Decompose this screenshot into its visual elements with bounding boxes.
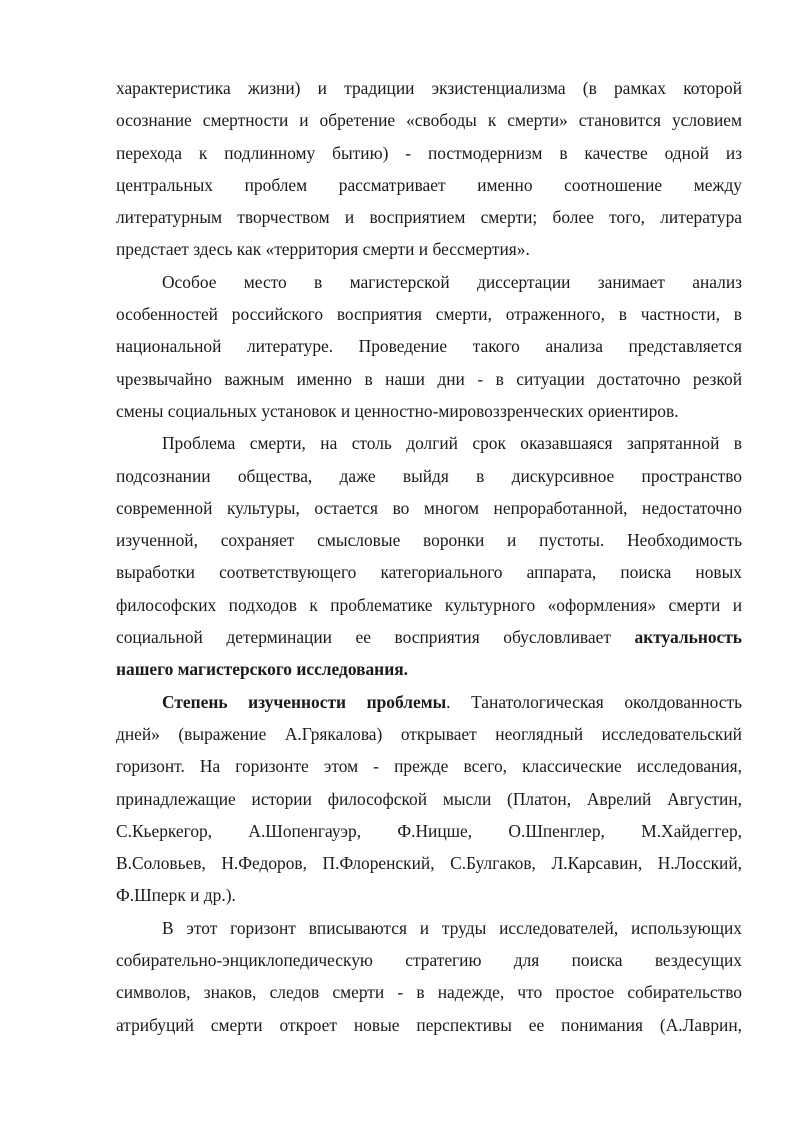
text-line: принадлежащие истории философской мысли (Платон, Аврелий Августин,	[116, 788, 742, 809]
text-line: горизонт. На горизонте этом - прежде всего, классические исследования,	[116, 756, 742, 777]
text-line: философских подходов к проблематике культурного «оформления» смерти и	[116, 594, 742, 615]
text-run: социальной детерминации ее восприятия обусловливает	[116, 627, 611, 648]
text-line: перехода к подлинному бытию) - постмодернизм в качестве одной из	[116, 142, 742, 163]
paragraph-4	[116, 686, 742, 912]
text-line: осознание смертности и обретение «свободы к смерти» становится условием	[116, 110, 742, 131]
text-line: изученной, сохраняет смысловые воронки и пустоты. Необходимость	[116, 530, 742, 551]
text-line: символов, знаков, следов смерти - в надежде, что простое собирательство	[116, 982, 742, 1003]
text-line: собирательно-энциклопедическую стратегию для поиска вездесущих	[116, 950, 742, 971]
text-line: Проблема смерти, на столь долгий срок оказавшаяся запрятанной в	[162, 433, 742, 454]
text-line: Ф.Шперк и др.).	[116, 885, 236, 906]
text-line: центральных проблем рассматривает именно соотношение между	[116, 174, 742, 195]
text-line: смены социальных установок и ценностно-мировоззренческих ориентиров.	[116, 400, 679, 421]
text-line: дней» (выражение А.Грякалова) открывает неоглядный исследовательский	[116, 723, 742, 744]
text-line: предстает здесь как «территория смерти и бессмертия».	[116, 239, 530, 260]
text-line	[116, 686, 742, 718]
text-line: характеристика жизни) и традиции экзистенциализма (в рамках которой	[116, 78, 742, 98]
text-line: выработки соответствующего категориального аппарата, поиска новых	[116, 562, 742, 583]
text-line: В.Соловьев, Н.Федоров, П.Флоренский, С.Булгаков, Л.Карсавин, Н.Лосский,	[116, 853, 742, 874]
document-page	[116, 72, 742, 1041]
section-heading-inline: Степень изученности проблемы	[162, 691, 447, 712]
bold-run: актуальность	[634, 627, 742, 648]
text-line: национальной литературе. Проведение такого анализа представляется	[116, 336, 742, 357]
text-line: С.Кьеркегор, А.Шопенгауэр, Ф.Ницше, О.Шпенглер, М.Хайдеггер,	[116, 820, 742, 841]
text-line: литературным творчеством и восприятием смерти; более того, литература	[116, 207, 742, 228]
text-line: В этот горизонт вписываются и труды исследователей, использующих	[162, 917, 742, 938]
paragraph-1	[116, 72, 742, 266]
text-line	[116, 621, 742, 653]
text-line: Особое место в магистерской диссертации занимает анализ	[162, 271, 742, 292]
paragraph-5	[116, 912, 742, 1041]
text-line	[116, 653, 742, 685]
paragraph-2	[116, 266, 742, 427]
text-line: подсознании общества, даже выйдя в дискурсивное пространство	[116, 465, 742, 486]
bold-run: нашего магистерского исследования.	[116, 659, 408, 680]
text-run: . Танатологическая околдованность	[446, 691, 743, 712]
text-line: атрибуций смерти откроет новые перспективы ее понимания (А.Лаврин,	[116, 1014, 742, 1035]
paragraph-3	[116, 427, 742, 685]
text-line: особенностей российского восприятия смерти, отраженного, в частности, в	[116, 304, 742, 325]
text-line: чрезвычайно важным именно в наши дни - в ситуации достаточно резкой	[116, 368, 742, 389]
text-line: современной культуры, остается во многом непроработанной, недостаточно	[116, 497, 742, 518]
